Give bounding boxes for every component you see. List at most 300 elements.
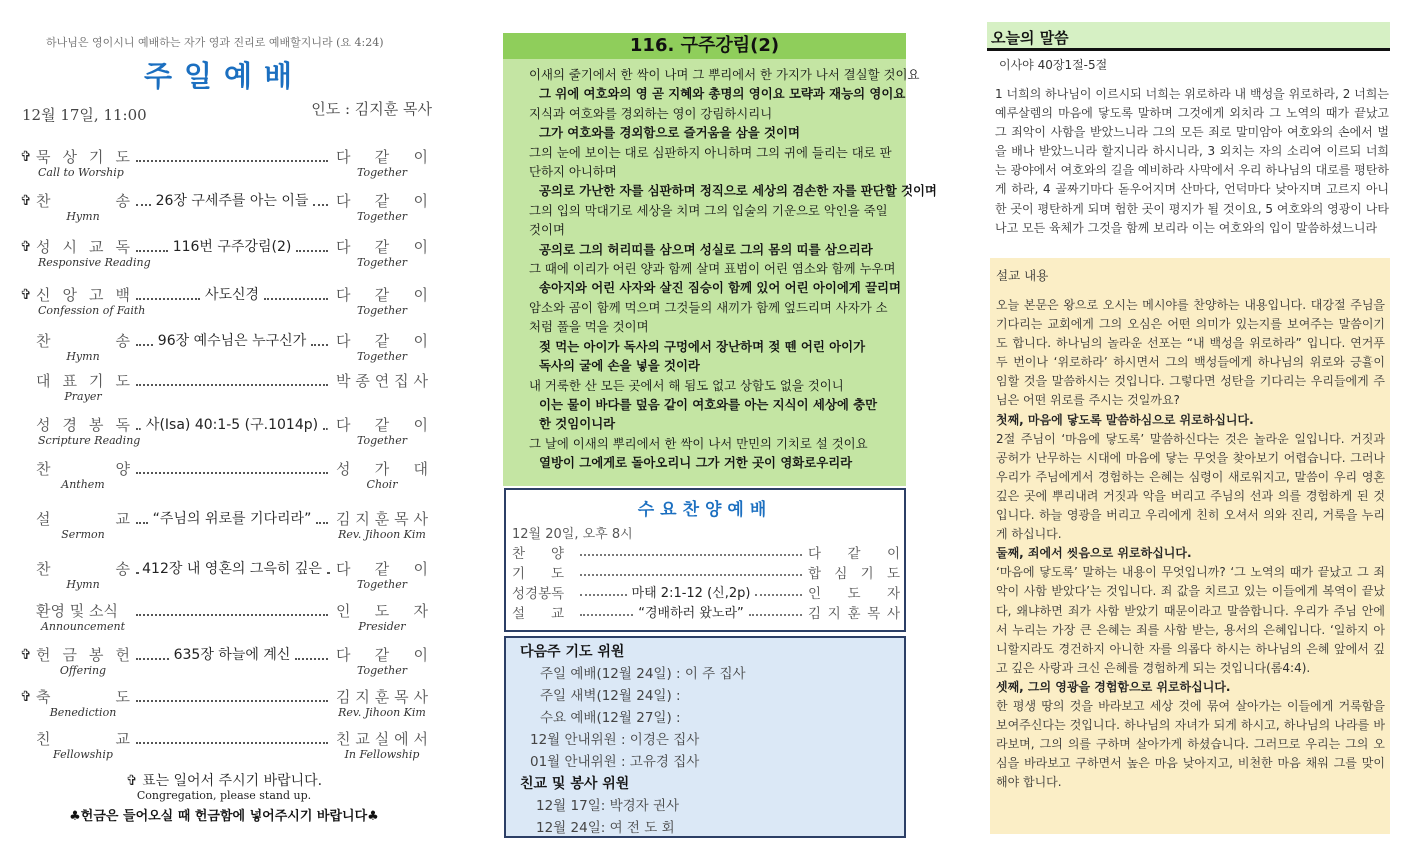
label-char: 양: [115, 460, 130, 478]
label-char: 다: [336, 148, 351, 166]
order-item-label: [36, 728, 130, 749]
order-item-content-text: 412장 내 영혼의 그윽히 깊은: [142, 561, 322, 577]
order-item-label: 환영 및 소식: [36, 602, 118, 620]
label-char: 기: [860, 566, 874, 582]
order-item-label-en: Scripture Reading: [38, 434, 141, 447]
sermon-paragraph: 2절 주님이 ‘마음에 닿도록’ 말씀하신다는 것은 놀라운 일입니다. 거짓과 공허가 난무하는 시대에 마음에 닿는 무엇을 찾아보기 어렵습니다. 그러나 우리가 주님에게서 경험하는 은혜는 심령이 새로워지고, 말씀이 우리 영혼 깊은 곳에 뿌리내려 거짓과 악을 버리고 주님의 선과 의를 경험하게 된 것입니다. 하늘 영광을 버리고 우리에게 친히 오셔서 의와 진리, 거룩을 누리게 하십니다.: [996, 431, 1385, 542]
order-item-responsible: [336, 686, 428, 707]
order-item-label-en: Sermon: [61, 528, 105, 541]
order-item-content: [134, 508, 330, 528]
label-char: 대: [36, 372, 51, 390]
label-char: 이: [886, 546, 900, 562]
order-item-content: [134, 146, 330, 166]
wednesday-service-panel: [504, 488, 906, 632]
order-item: [18, 414, 432, 458]
label-char: 같: [374, 560, 390, 578]
label-char: 찬: [36, 332, 51, 350]
wednesday-item-content-text: “경배하러 왔노라”: [638, 605, 744, 621]
sermon-heading: 설교 내용: [996, 268, 1049, 283]
stand-note-en: Congregation, please stand up.: [136, 789, 312, 802]
wednesday-item-content: [578, 542, 804, 560]
leader-dots: [580, 546, 802, 556]
label-char: 교: [550, 606, 564, 622]
label-char: 표: [62, 372, 77, 390]
order-item-content: [134, 558, 330, 578]
order-item-label-en: Hymn: [66, 210, 100, 223]
order-item-responsible: [336, 558, 428, 579]
order-item-responsible-en: Rev. Jihoon Kim: [338, 706, 426, 719]
order-item: [18, 558, 432, 602]
reading-line: 공의로 그의 허리띠를 삼으며 성실로 그의 몸의 띠를 삼으리라: [539, 241, 873, 257]
label-char: 인: [336, 602, 351, 620]
order-item-responsible-en: Together: [357, 578, 407, 591]
prayer-heading: 다음주 기도 위원: [520, 644, 625, 660]
label-char: 친: [36, 730, 51, 748]
label-char: 같: [374, 192, 390, 210]
label-char: 자: [886, 586, 900, 602]
order-item-label-en: Confession of Faith: [38, 304, 146, 317]
order-item-responsible: [336, 146, 428, 167]
order-item-label-en: Hymn: [66, 350, 100, 363]
label-char: 훈: [847, 606, 861, 622]
label-char: 자: [413, 602, 428, 620]
label-char: 인: [808, 586, 822, 602]
order-item: [18, 146, 432, 190]
label-char: 경: [62, 416, 77, 434]
order-item-content: [134, 600, 330, 620]
order-item-content: [134, 644, 330, 664]
reading-line: 그 위에 여호와의 영 곧 지혜와 총명의 영이요 모략과 재능의 영이요: [539, 86, 906, 102]
label-char: 도: [374, 602, 390, 620]
label-char: 독: [115, 416, 130, 434]
leader-dots: [136, 241, 168, 252]
label-char: 가: [374, 460, 390, 478]
leader-dots: [580, 606, 633, 616]
label-char: 금: [62, 646, 77, 664]
label-char: 다: [336, 192, 351, 210]
order-item-label: [36, 146, 130, 167]
leader-dots: [136, 195, 151, 206]
label-char: 다: [336, 560, 351, 578]
order-item-content: [134, 686, 330, 706]
label-char: 찬: [512, 546, 526, 562]
label-char: 사: [413, 510, 428, 528]
label-char: 집: [394, 372, 409, 390]
label-char: 같: [374, 416, 390, 434]
order-item-responsible: [336, 458, 428, 479]
order-item-content: [134, 284, 330, 304]
reading-line: 한 것임이니라: [539, 416, 616, 432]
order-item-content-text: 635장 하늘에 계신: [173, 647, 291, 663]
label-char: 서: [413, 730, 428, 748]
wednesday-item-label: [512, 562, 564, 582]
label-char: 봉: [89, 646, 104, 664]
leader-dots: [755, 586, 802, 596]
header-verse: 하나님은 영이시니 예배하는 자가 영과 진리로 예배할지니라 (요 4:24): [46, 36, 384, 49]
label-char: 묵: [36, 148, 51, 166]
label-char: 에: [394, 730, 409, 748]
order-item: [18, 458, 432, 502]
label-char: 기: [89, 148, 104, 166]
label-char: 같: [374, 148, 390, 166]
order-item-content-text: “주님의 위로를 기다리라”: [152, 511, 312, 527]
label-char: 같: [374, 646, 390, 664]
order-item-label-en: Prayer: [64, 390, 102, 403]
word-text: 1 너희의 하나님이 이르시되 너희는 위로하라 내 백성을 위로하라, 2 너희는 예루살렘의 마음에 닿도록 말하며 그것에게 외치라 그 노역의 때가 끝났고 그 죄악이 사함을 받았느니라 그의 모든 죄로 말미암아 여호와의 손에서 벌을 배나 받았느니라 할지니라 하시니라, 3 외치는 자의 소리여 이르되 너희는 광야에서 여호와의 길을 예비하라 사막에서 우리 하나님의 대로를 평탄하게 하라, 4 골짜기마다 돋우어지며 산마다, 언덕마다 낮아지며 고르지 아니한 곳이 평탄하게 되며 험한 곳이 평지가 될 것이요, 5 여호와의 영광이 나타나고 모든 육체가 그것을 함께 보리라 이는 여호와의 입이 말씀하셨느니라: [995, 87, 1389, 235]
reading-line: 젖 먹는 아이가 독사의 구멍에서 장난하며 젖 뗀 어린 아이가: [539, 338, 866, 354]
order-item-label: [36, 508, 130, 529]
label-char: 연: [374, 372, 390, 390]
order-item-label-en: Call to Worship: [38, 166, 124, 179]
label-char: 사: [413, 688, 428, 706]
label-char: 양: [550, 546, 564, 562]
label-char: 이: [413, 332, 428, 350]
leader-dots: [136, 563, 137, 574]
order-item-content-text: 사도신경: [204, 287, 260, 303]
label-char: 이: [413, 148, 428, 166]
order-item-content-text: 96장 예수님은 누구신가: [157, 333, 307, 349]
label-char: 찬: [36, 460, 51, 478]
page-title: 주일예배: [143, 59, 305, 93]
sermon-paragraph: 둘째, 죄에서 씻음으로 위로하십니다.: [996, 546, 1192, 561]
leader-dots: [136, 649, 169, 660]
order-item-content-text: 26장 구세주를 아는 이들: [155, 193, 309, 209]
cross-icon: ✞: [20, 193, 32, 209]
label-char: 친: [336, 730, 351, 748]
stand-note: ✞ 표는 일어서 주시기 바랍니다.: [125, 773, 323, 789]
reading-line: 독사의 굴에 손을 넣을 것이라: [539, 358, 700, 374]
order-item-responsible-en: Together: [357, 434, 407, 447]
leader-dots: [136, 419, 141, 430]
wednesday-item-responsible: [808, 582, 900, 602]
label-char: 도: [886, 566, 900, 582]
service-date: 12월 17일, 11:00: [22, 106, 147, 124]
label-char: 봉: [538, 586, 552, 602]
label-char: 성: [512, 586, 526, 602]
label-char: 도: [115, 372, 130, 390]
sermon-paragraph: 한 평생 땅의 것을 바라보고 세상 것에 묶여 살아가는 이들에게 거룩함을 보여주신다는 것입니다. 하나님의 자녀가 되게 하시고, 하나님의 나라를 바라보며, 그의 의를 구하며 살아가게 하셨습니다. 그러므로 우리는 그의 오심을 바라보고 구하면서 높은 마음 낮아지고, 비천한 마음 채워 그를 맞이해야 합니다.: [996, 698, 1385, 790]
order-item-content: [134, 458, 330, 478]
label-char: 다: [336, 238, 351, 256]
order-item-content-text: 사(Isa) 40:1-5 (구.1014p): [145, 417, 319, 433]
label-char: 다: [808, 546, 822, 562]
label-char: 이: [413, 646, 428, 664]
order-item: [18, 284, 432, 328]
leader-dots: [264, 289, 328, 300]
order-item-content: [134, 414, 330, 434]
label-char: 대: [413, 460, 428, 478]
label-char: 사: [413, 372, 428, 390]
label-char: 독: [115, 238, 130, 256]
order-item-responsible: [336, 644, 428, 665]
order-item-responsible-en: Together: [357, 350, 407, 363]
label-char: 도: [847, 586, 861, 602]
order-item-content: [134, 190, 330, 210]
label-char: 찬: [36, 192, 51, 210]
todays-word-panel: [987, 22, 1390, 238]
wednesday-item-content: [578, 562, 804, 580]
label-char: 봉: [89, 416, 104, 434]
cross-icon: ✞: [20, 239, 32, 255]
fellowship-list: [520, 795, 904, 839]
label-char: 사: [886, 606, 900, 622]
order-item: [18, 686, 432, 730]
order-item-responsible: [336, 236, 428, 257]
reading-line: 열방이 그에게로 돌아오리니 그가 거한 곳이 영화로우리라: [539, 455, 853, 471]
order-item-responsible-en: In Fellowship: [344, 748, 420, 761]
order-item-responsible-en: Together: [357, 304, 407, 317]
label-char: 축: [36, 688, 51, 706]
reading-line: 지식과 여호와를 경외하는 영이 강림하시리니: [529, 105, 773, 121]
label-char: 김: [808, 606, 822, 622]
order-item: [18, 370, 432, 414]
fellowship-list-item: 12월 24일: 여 전 도 회: [536, 820, 675, 836]
label-char: 교: [115, 510, 130, 528]
reading-line: 암소와 곰이 함께 먹으며 그것들의 새끼가 함께 엎드리며 사자가 소처럼 풀을 먹을 것이며: [529, 299, 888, 335]
wednesday-order-list: [506, 542, 904, 622]
leader-dots: [323, 419, 328, 430]
order-item-responsible-en: Together: [357, 210, 407, 223]
prayer-committee-panel: [504, 636, 906, 838]
order-item-responsible-en: Together: [357, 256, 407, 269]
reading-lines: [503, 59, 937, 473]
label-char: 종: [355, 372, 370, 390]
order-item: [18, 728, 432, 772]
label-char: 송: [115, 332, 130, 350]
order-item-label-en: Hymn: [66, 578, 100, 591]
sermon-paragraph: 셋째, 그의 영광을 경험함으로 위로하십니다.: [996, 679, 1231, 694]
prayer-list-item: 주일 예배(12월 24일) : 이 주 집사: [540, 666, 746, 682]
order-item-label: [36, 330, 130, 351]
leader-dots: [136, 289, 200, 300]
order-item-responsible: [336, 508, 428, 529]
sermon-paragraph: 첫째, 마음에 닿도록 말씀하심으로 위로하십니다.: [996, 412, 1254, 427]
label-char: 헌: [36, 646, 51, 664]
order-item-responsible: [336, 728, 428, 749]
word-heading: 오늘의 말씀: [987, 22, 1390, 51]
label-char: 도: [115, 148, 130, 166]
label-char: 박: [336, 372, 351, 390]
wednesday-item: [512, 542, 902, 562]
label-char: 이: [413, 192, 428, 210]
leader-dots: [749, 606, 802, 616]
wednesday-item-content: [578, 582, 804, 600]
wednesday-item: [512, 602, 902, 622]
label-char: 시: [62, 238, 77, 256]
label-char: 훈: [374, 688, 390, 706]
cross-icon: ✞: [20, 689, 32, 705]
leader-dots: [136, 151, 328, 162]
label-char: 같: [847, 546, 861, 562]
label-char: 찬: [36, 560, 51, 578]
reading-line: 송아지와 어린 사자와 살진 짐승이 함께 있어 어린 아이에게 끌리며: [539, 280, 901, 296]
leader-dots: [296, 241, 328, 252]
sermon-paragraph: 오늘 본문은 왕으로 오시는 메시야를 찬양하는 내용입니다. 대강절 주님을 기다리는 교회에게 그의 오심은 어떤 의미가 있는지를 보여주는 말씀이기도 합니다. 하나님의 놀라운 선포는 “내 백성을 위로하라” 입니다. 연거푸 두 번이나 ‘위로하라’ 하시면서 그의 백성들에게 하나님의 위로와 긍휼이 임할 것을 말씀하시는 것입니다. 그렇다면 성탄을 기다리는 우리들에게 주님은 어떤 위로를 주시는 것일까요?: [996, 298, 1385, 408]
label-char: 목: [394, 510, 409, 528]
label-char: 같: [374, 286, 390, 304]
cross-icon: ✞: [20, 647, 32, 663]
order-item-label: [36, 370, 130, 391]
sermon-paragraph: ‘마음에 닿도록’ 말하는 내용이 무엇입니까? ‘그 노역의 때가 끝났고 그 죄악이 사함 받았다’는 것입니다. 죄 값을 치르고 있는 이들에게 복역이 끝났다, 왜냐하면 죄가 사함 받았기 때문이라고 말씀합니다. 우리가 주님 안에서 누리는 가장 큰 은혜는 죄를 사함 받는, 용서의 은혜입니다. ‘일하지 아니할지라도 경건하지 아니한 자를 의롭다 하시는 하나님의 은혜 앞에서 깊고 깊은 사랑과 크신 은혜를 경험하게 되는 것입니다(롬4:4).: [996, 565, 1385, 675]
order-item-responsible: [336, 284, 428, 305]
reading-line: 그의 입의 막대기로 세상을 치며 그의 입술의 기운으로 악인을 죽일 것이며: [529, 202, 888, 238]
label-char: 목: [394, 688, 409, 706]
fellowship-heading: 친교 및 봉사 위원: [520, 776, 630, 792]
order-item-label: [36, 644, 130, 665]
label-char: 백: [115, 286, 130, 304]
order-item-content: [134, 236, 330, 256]
order-item-label: [36, 190, 130, 211]
order-item: [18, 330, 432, 374]
reading-line: 내 거룩한 산 모든 곳에서 해 됨도 없고 상함도 없을 것이니: [529, 377, 844, 393]
order-item-label-en: Fellowship: [53, 748, 113, 761]
reading-line: 공의로 가난한 자를 심판하며 정직으로 세상의 겸손한 자를 판단할 것이며: [539, 183, 937, 199]
wednesday-date: 12월 20일, 오후 8시: [512, 527, 633, 542]
prayer-list: [520, 663, 904, 773]
label-char: 교: [89, 238, 104, 256]
label-char: 다: [336, 646, 351, 664]
wednesday-item: [512, 562, 902, 582]
label-char: 도: [115, 688, 130, 706]
label-char: 기: [512, 566, 526, 582]
service-leader: 인도 : 김지훈 목사: [311, 100, 432, 118]
cross-icon: ✞: [20, 149, 32, 165]
label-char: 이: [413, 416, 428, 434]
label-char: 이: [413, 238, 428, 256]
wednesday-item-responsible: [808, 562, 900, 582]
label-char: 이: [413, 560, 428, 578]
reading-line: 그 날에 이새의 뿌리에서 한 싹이 나서 만민의 기치로 설 것이요: [529, 435, 868, 451]
order-item-content-text: 116번 구주강림(2): [172, 239, 292, 255]
wednesday-item-responsible: [808, 602, 900, 622]
order-item-responsible: [336, 370, 428, 391]
sermon-panel: [990, 258, 1390, 834]
order-item-responsible-en: Together: [357, 664, 407, 677]
leader-dots: [316, 513, 328, 524]
order-item-label-en: Anthem: [61, 478, 105, 491]
label-char: 기: [89, 372, 104, 390]
label-char: 지: [355, 688, 370, 706]
order-item: [18, 190, 432, 234]
label-char: 송: [115, 192, 130, 210]
order-item-label: [36, 458, 130, 479]
label-char: 지: [355, 510, 370, 528]
order-item-responsible-en: Together: [357, 166, 407, 179]
label-char: 상: [62, 148, 77, 166]
order-item: [18, 600, 432, 644]
label-char: 교: [355, 730, 370, 748]
leader-dots: [313, 195, 328, 206]
label-char: 독: [551, 586, 565, 602]
order-item-responsible-en: Choir: [366, 478, 398, 491]
order-item: [18, 236, 432, 280]
wednesday-item: [512, 582, 902, 602]
wednesday-item-label: [512, 542, 564, 562]
leader-dots: [295, 649, 328, 660]
reading-line: 그의 눈에 보이는 대로 심판하지 아니하며 그의 귀에 들리는 대로 판단하지 아니하며: [529, 144, 892, 180]
label-char: 합: [808, 566, 822, 582]
fellowship-list-item: 12월 17일: 박경자 권사: [536, 798, 680, 814]
label-char: 성: [36, 238, 51, 256]
prayer-list-item: 12월 안내위원 : 이경은 집사: [530, 732, 700, 748]
order-item-label-en: Offering: [59, 664, 107, 677]
reading-line: 이새의 줄기에서 한 싹이 나며 그 뿌리에서 한 가지가 나서 결실할 것이요: [529, 67, 920, 82]
leader-dots: [311, 335, 328, 346]
reading-line: 이는 물이 바다를 덮음 같이 여호와를 아는 지식이 세상에 충만: [539, 396, 878, 412]
label-char: 성: [336, 460, 351, 478]
order-item-label-en: Announcement: [40, 620, 126, 633]
label-char: 헌: [115, 646, 130, 664]
label-char: 이: [413, 286, 428, 304]
prayer-list-item: 주일 새벽(12월 24일) :: [540, 688, 681, 704]
leader-dots: [136, 691, 328, 702]
order-item-content: [134, 728, 330, 748]
leader-dots: [136, 605, 328, 616]
label-char: 송: [115, 560, 130, 578]
prayer-list-item: 01월 안내위원 : 고유경 집사: [530, 754, 700, 770]
leader-dots: [580, 586, 627, 596]
label-char: 김: [336, 510, 351, 528]
worship-order-panel: [18, 28, 438, 858]
leader-dots: [327, 563, 328, 574]
wednesday-item-content-text: 마태 2:1-12 (신,2p): [631, 585, 751, 601]
order-item-label: [36, 686, 130, 707]
label-char: 신: [36, 286, 51, 304]
order-item-responsible: [336, 330, 428, 351]
order-item: [18, 508, 432, 552]
wednesday-item-label: [512, 582, 564, 602]
order-item-responsible: [336, 414, 428, 435]
label-char: 지: [827, 606, 841, 622]
order-item-label: [36, 414, 130, 435]
label-char: 같: [374, 332, 390, 350]
label-char: 성: [36, 416, 51, 434]
leader-dots: [136, 733, 328, 744]
wednesday-item-label: [512, 602, 564, 622]
label-char: 고: [89, 286, 104, 304]
responsive-reading-panel: [503, 33, 937, 486]
order-item-label-en: Responsive Reading: [38, 256, 151, 269]
label-char: 심: [834, 566, 848, 582]
leader-dots: [136, 513, 148, 524]
sermon-body: [996, 296, 1385, 792]
leader-dots: [136, 463, 328, 474]
reading-title: 116. 구주강림(2): [503, 33, 906, 59]
reading-line: 그가 여호와를 경외함으로 즐거움을 삼을 것이며: [539, 125, 800, 141]
label-char: 앙: [62, 286, 77, 304]
wednesday-item-content: [578, 602, 804, 620]
label-char: 같: [374, 238, 390, 256]
order-item-responsible: [336, 190, 428, 211]
leader-dots: [580, 566, 802, 576]
order-item-content: [134, 370, 330, 390]
label-char: 김: [336, 688, 351, 706]
label-char: 설: [512, 606, 526, 622]
order-item-label: [36, 284, 130, 305]
label-char: 경: [525, 586, 539, 602]
leader-dots: [136, 335, 153, 346]
wednesday-title: 수요찬양예배: [637, 500, 773, 520]
label-char: 훈: [374, 510, 390, 528]
wednesday-item-responsible: [808, 542, 900, 562]
label-char: 도: [550, 566, 564, 582]
label-char: 설: [36, 510, 51, 528]
label-char: 교: [115, 730, 130, 748]
word-reference: 이사야 40장1절-5절: [999, 58, 1108, 72]
order-item-responsible-en: Rev. Jihoon Kim: [338, 528, 426, 541]
label-char: 다: [336, 332, 351, 350]
order-item-label-en: Benediction: [49, 706, 117, 719]
